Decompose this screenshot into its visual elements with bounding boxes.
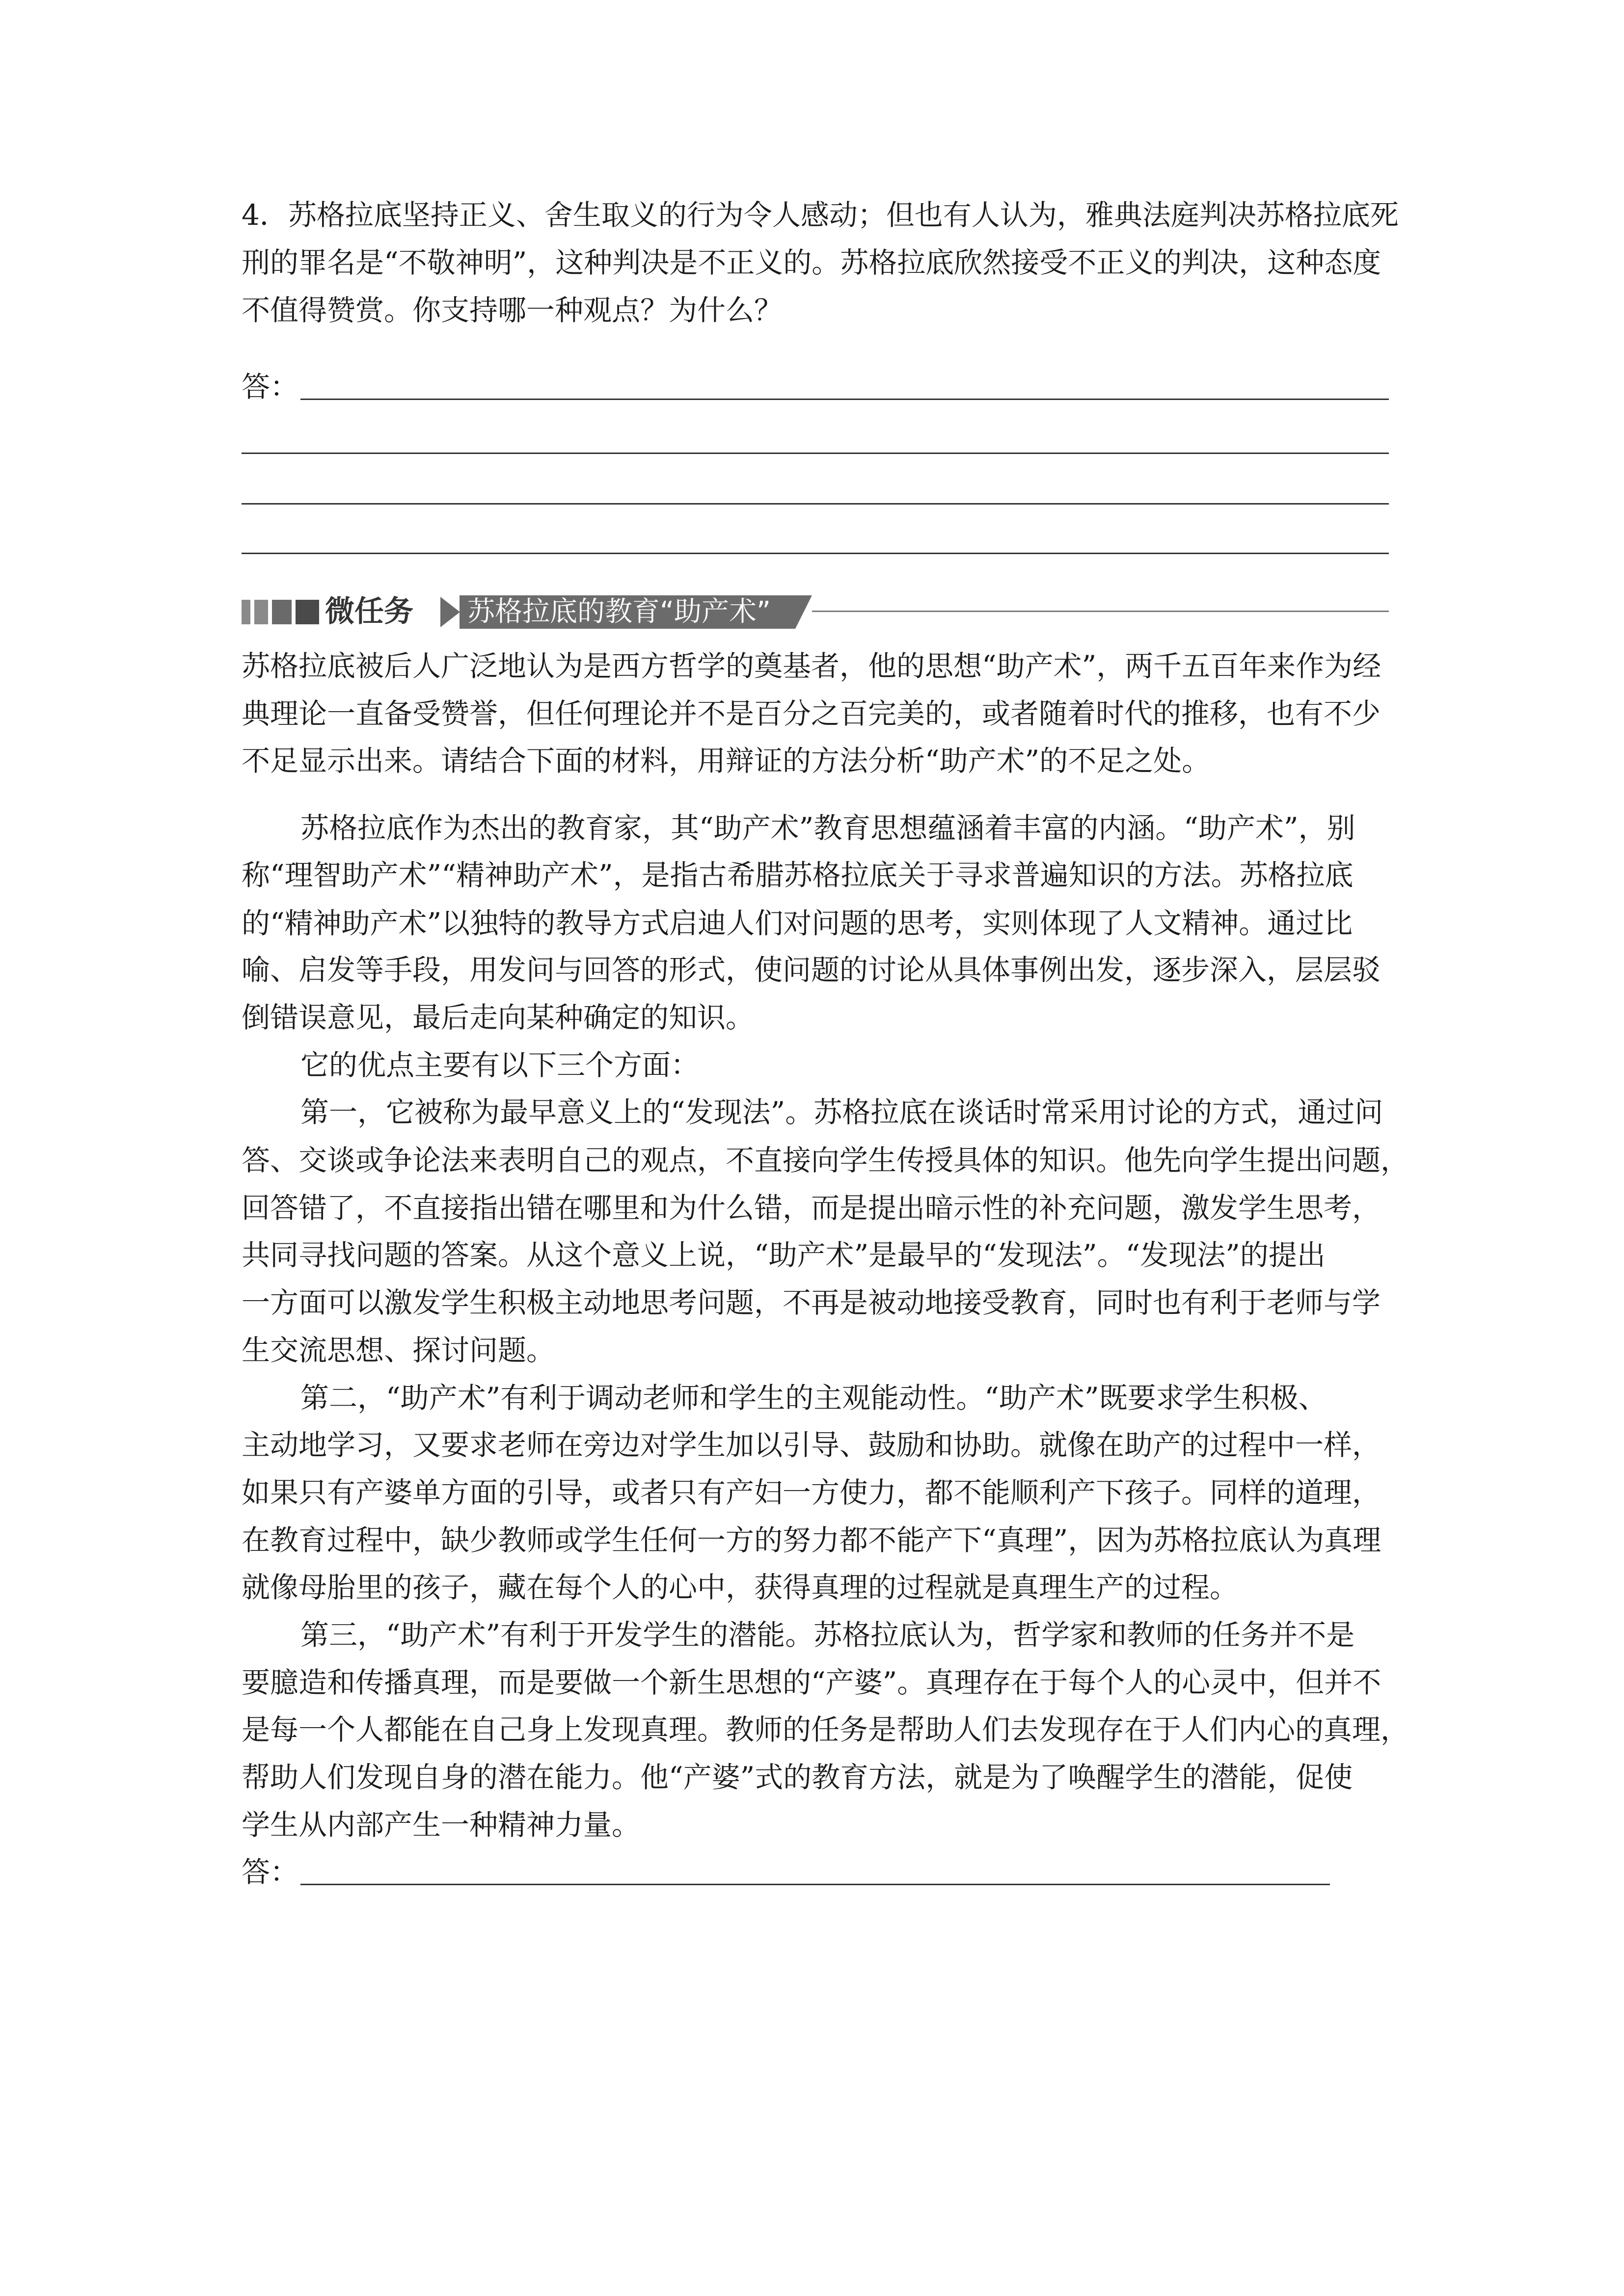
material-line: 回答错了，不直接指出错在哪里和为什么错，而是提出暗示性的补充问题，激发学生思考， — [242, 1191, 1381, 1225]
material-line: 生交流思想、探讨问题。 — [242, 1334, 555, 1367]
section-header-rule — [812, 611, 1389, 612]
material-line: 学生从内部产生一种精神力量。 — [242, 1808, 641, 1842]
answer-line[interactable] — [300, 1884, 1330, 1885]
material-line: 的“精神助产术”以独特的教导方式启迪人们对问题的思考，实则体现了人文精神。通过比 — [242, 907, 1353, 940]
question-4-line-3: 不值得赞赏。你支持哪一种观点？为什么？ — [242, 294, 783, 327]
material-line: 就像母胎里的孩子，藏在每个人的心中，获得真理的过程就是真理生产的过程。 — [242, 1571, 1239, 1604]
section-arrow-icon — [440, 597, 460, 627]
material-line: 在教育过程中，缺少教师或学生任何一方的努力都不能产下“真理”，因为苏格拉底认为真理 — [242, 1523, 1381, 1557]
material-line: 喻、启发等手段，用发问与回答的形式，使问题的讨论从具体事例出发，逐步深入，层层驳 — [242, 953, 1381, 987]
material-line: 苏格拉底作为杰出的教育家，其“助产术”教育思想蕴涵着丰富的内涵。“助产术”，别 — [300, 811, 1355, 845]
answer-label: 答： — [242, 370, 299, 403]
answer-label: 答： — [242, 1855, 299, 1889]
intro-line-3: 不足显示出来。请结合下面的材料，用辩证的方法分析“助产术”的不足之处。 — [242, 744, 1211, 777]
material-line: 倒错误意见，最后走向某种确定的知识。 — [242, 1001, 755, 1034]
material-line: 共同寻找问题的答案。从这个意义上说，“助产术”是最早的“发现法”。“发现法”的提出 — [242, 1238, 1326, 1272]
material-line: 称“理智助产术”“精神助产术”，是指古希腊苏格拉底关于寻求普遍知识的方法。苏格拉底 — [242, 858, 1353, 892]
answer-line-4[interactable] — [242, 553, 1389, 554]
material-line: 要臆造和传播真理，而是要做一个新生思想的“产婆”。真理存在于每个人的心灵中，但并不 — [242, 1666, 1381, 1699]
material-line: 一方面可以激发学生积极主动地思考问题，不再是被动地接受教育，同时也有利于老师与学 — [242, 1286, 1381, 1319]
answer-line-2[interactable] — [242, 453, 1389, 454]
answer-line-3[interactable] — [242, 503, 1389, 505]
material-line: 是每一个人都能在自己身上发现真理。教师的任务是帮助人们去发现存在于人们内心的真理， — [242, 1713, 1409, 1746]
material-line: 第二，“助产术”有利于调动老师和学生的主观能动性。“助产术”既要求学生积极、 — [300, 1381, 1327, 1415]
material-line: 第三，“助产术”有利于开发学生的潜能。苏格拉底认为，哲学家和教师的任务并不是 — [300, 1618, 1355, 1652]
material-line: 帮助人们发现自身的潜在能力。他“产婆”式的教育方法，就是为了唤醒学生的潜能，促使 — [242, 1761, 1353, 1794]
answer-line-1[interactable] — [300, 399, 1389, 400]
material-line: 它的优点主要有以下三个方面： — [300, 1048, 700, 1082]
material-line: 第一，它被称为最早意义上的“发现法”。苏格拉底在谈话时常采用讨论的方式，通过问 — [300, 1095, 1383, 1129]
question-4-line-1: 4．苏格拉底坚持正义、舍生取义的行为令人感动；但也有人认为，雅典法庭判决苏格拉底死 — [242, 198, 1399, 232]
section-title: 微任务 — [325, 594, 413, 629]
question-4-line-2: 刑的罪名是“不敬神明”，这种判决是不正义的。苏格拉底欣然接受不正义的判决，这种态度 — [242, 246, 1381, 279]
material-line: 主动地学习，又要求老师在旁边对学生加以引导、鼓励和协助。就像在助产的过程中一样， — [242, 1428, 1381, 1462]
intro-line-2: 典理论一直备受赞誉，但任何理论并不是百分之百完美的，或者随着时代的推移，也有不少 — [242, 697, 1381, 730]
material-line: 如果只有产婆单方面的引导，或者只有产妇一方使力，都不能顺利产下孩子。同样的道理， — [242, 1476, 1381, 1509]
intro-line-1: 苏格拉底被后人广泛地认为是西方哲学的奠基者，他的思想“助产术”，两千五百年来作为经 — [242, 649, 1381, 683]
section-subtitle: 苏格拉底的教育“助产术” — [467, 596, 771, 628]
material-line: 答、交谈或争论法来表明自己的观点，不直接向学生传授具体的知识。他先向学生提出问题， — [242, 1144, 1409, 1177]
